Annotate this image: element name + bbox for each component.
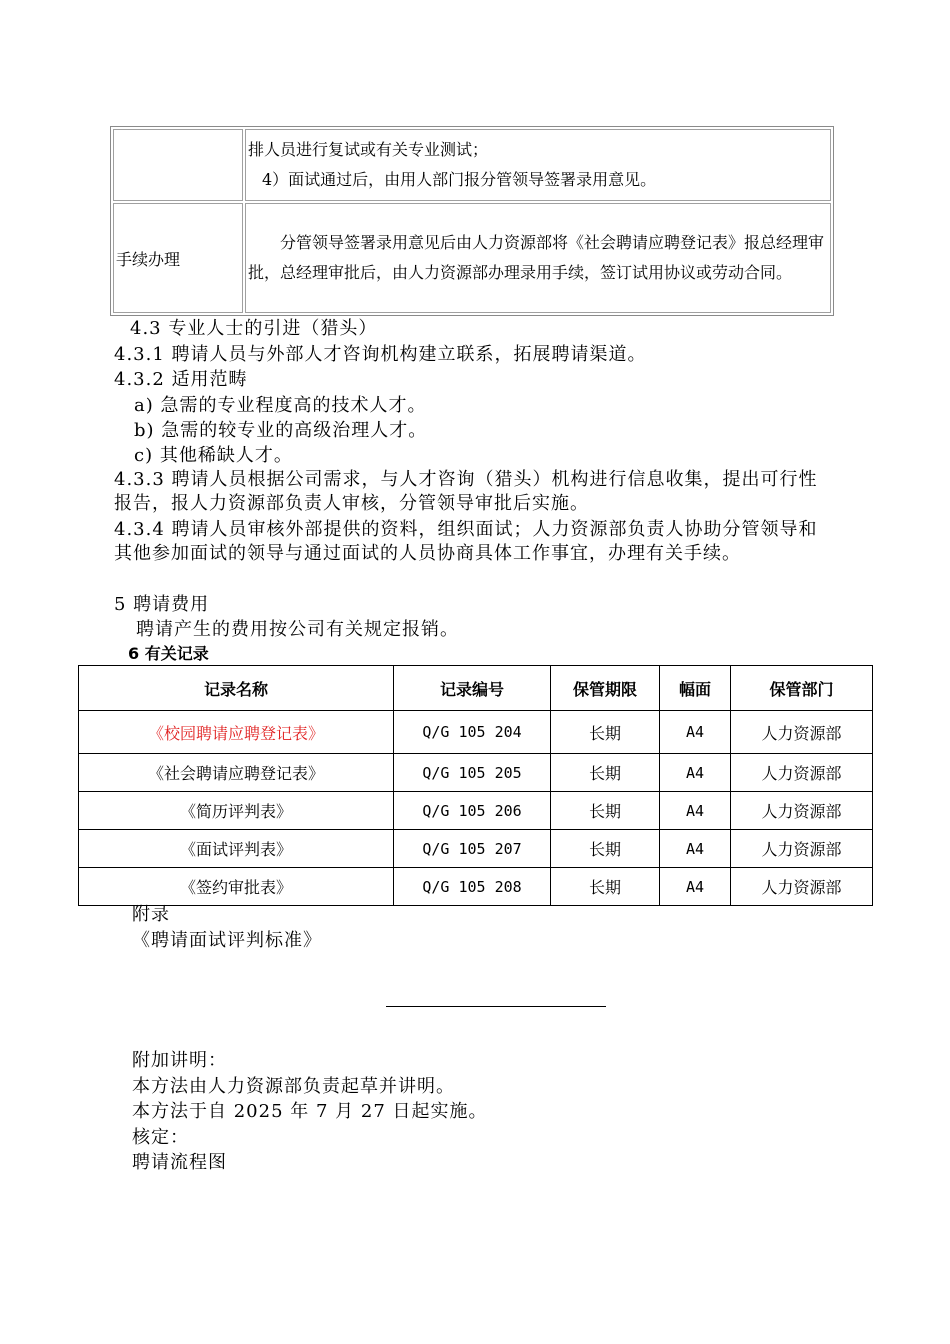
table-header-row <box>79 666 873 711</box>
appendix-label: 附录 <box>132 904 170 925</box>
content-line: 4）面试通过后，由用人部门报分管领导签署录用意见。 <box>262 170 657 189</box>
table-row <box>113 129 831 201</box>
record-name: 《校园聘请应聘登记表》 <box>79 711 394 754</box>
records-table <box>78 665 873 906</box>
record-period: 长期 <box>551 868 660 906</box>
column-header: 保管部门 <box>731 666 873 711</box>
column-header: 保管期限 <box>551 666 660 711</box>
divider <box>386 1006 606 1007</box>
table-row <box>79 754 873 792</box>
record-name: 《签约审批表》 <box>79 868 394 906</box>
record-code: Q/G 105 205 <box>394 754 551 792</box>
table-cell-label <box>113 129 243 201</box>
appendix-title: 《聘请面试评判标准》 <box>132 930 322 951</box>
section-heading: 4.3 专业人士的引进（猎头） <box>130 318 378 339</box>
record-period: 长期 <box>551 711 660 754</box>
record-code: Q/G 105 206 <box>394 792 551 830</box>
notes-heading: 附加讲明： <box>132 1050 227 1071</box>
paragraph: 4.3.4 聘请人员审核外部提供的资料，组织面试；人力资源部负责人协助分管领导和其他参加面试的领导与通过面试的人员协商具体工作事宜，办理有关手续。 <box>114 519 818 564</box>
record-code: Q/G 105 204 <box>394 711 551 754</box>
list-item: a) 急需的专业程度高的技术人才。 <box>134 395 427 416</box>
record-name: 《简历评判表》 <box>79 792 394 830</box>
notes-line: 本方法于自 2025 年 7 月 27 日起实施。 <box>132 1101 488 1122</box>
record-name: 《社会聘请应聘登记表》 <box>79 754 394 792</box>
notes-line: 聘请流程图 <box>132 1152 227 1173</box>
record-department: 人力资源部 <box>731 711 873 754</box>
record-name: 《面试评判表》 <box>79 830 394 868</box>
paragraph: 4.3.1 聘请人员与外部人才咨询机构建立联系，拓展聘请渠道。 <box>114 344 647 365</box>
table-row <box>79 711 873 754</box>
table-cell-content <box>245 129 831 201</box>
record-size: A4 <box>660 754 731 792</box>
record-size: A4 <box>660 868 731 906</box>
record-size: A4 <box>660 830 731 868</box>
table-cell-label: 手续办理 <box>113 203 243 313</box>
section-heading: 6 有关记录 <box>128 644 209 663</box>
record-department: 人力资源部 <box>731 754 873 792</box>
notes-line: 核定： <box>132 1127 189 1148</box>
table-row <box>79 792 873 830</box>
column-header: 记录名称 <box>79 666 394 711</box>
process-table <box>110 126 834 316</box>
record-period: 长期 <box>551 830 660 868</box>
record-department: 人力资源部 <box>731 830 873 868</box>
column-header: 幅面 <box>660 666 731 711</box>
record-code: Q/G 105 208 <box>394 868 551 906</box>
record-size: A4 <box>660 792 731 830</box>
list-item: c) 其他稀缺人才。 <box>134 445 293 466</box>
content-line: 排人员进行复试或有关专业测试； <box>248 140 489 159</box>
column-header: 记录编号 <box>394 666 551 711</box>
record-size: A4 <box>660 711 731 754</box>
table-row <box>79 830 873 868</box>
paragraph: 4.3.3 聘请人员根据公司需求，与人才咨询（猎头）机构进行信息收集，提出可行性报告，报人力资源部负责人审核，分管领导审批后实施。 <box>114 469 818 514</box>
record-period: 长期 <box>551 754 660 792</box>
paragraph: 聘请产生的费用按公司有关规定报销。 <box>136 619 459 640</box>
record-code: Q/G 105 207 <box>394 830 551 868</box>
table-row <box>113 203 831 313</box>
table-row <box>79 868 873 906</box>
paragraph: 4.3.2 适用范畴 <box>114 369 248 390</box>
notes-line: 本方法由人力资源部负责起草并讲明。 <box>132 1076 455 1097</box>
table-cell-content: 分管领导签署录用意见后由人力资源部将《社会聘请应聘登记表》报总经理审批，总经理审批后，由人力资源部办理录用手续，签订试用协议或劳动合同。 <box>245 203 831 313</box>
record-period: 长期 <box>551 792 660 830</box>
record-department: 人力资源部 <box>731 792 873 830</box>
section-heading: 5 聘请费用 <box>114 594 210 615</box>
list-item: b) 急需的较专业的高级治理人才。 <box>134 420 428 441</box>
record-department: 人力资源部 <box>731 868 873 906</box>
